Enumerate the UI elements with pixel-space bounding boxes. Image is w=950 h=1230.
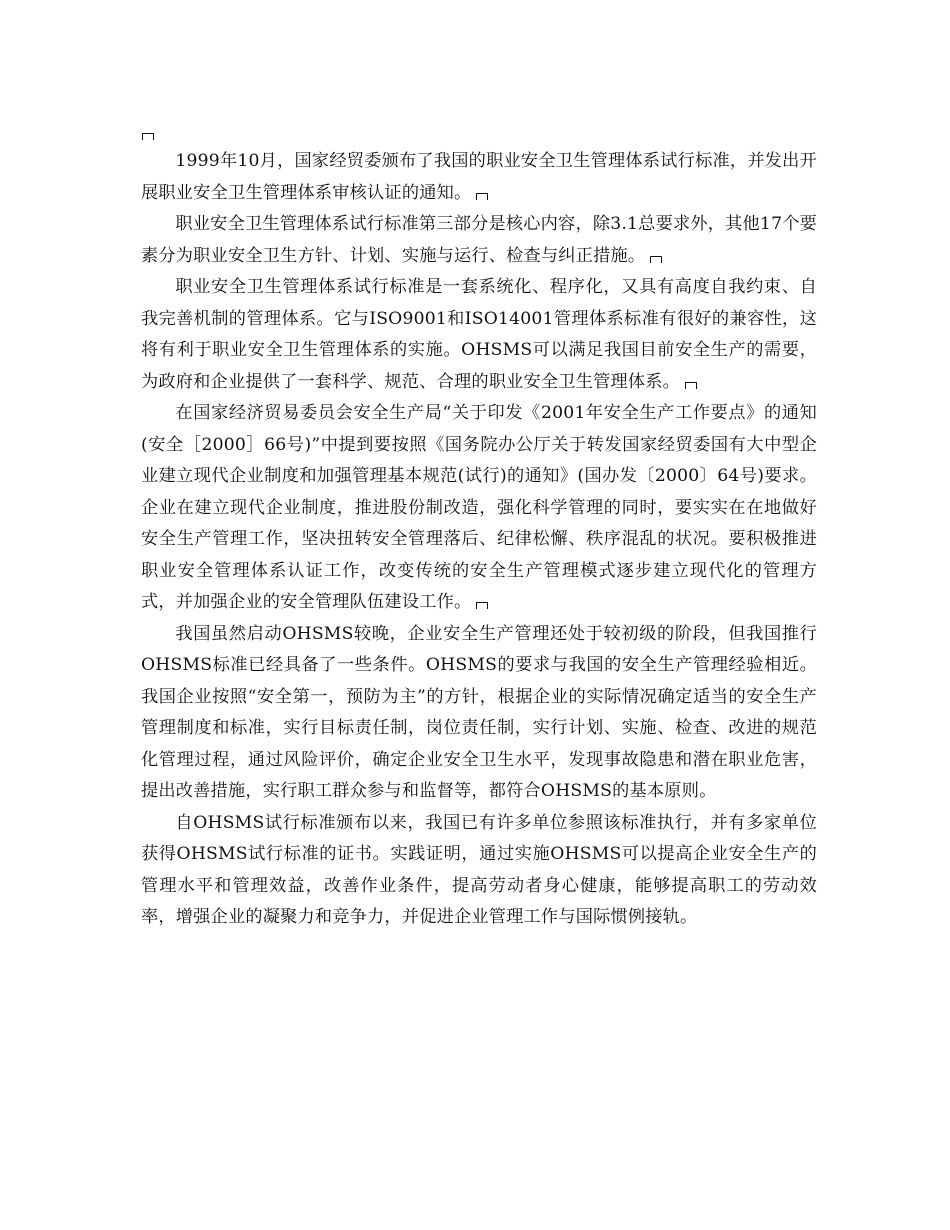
paragraph-mark-icon [649, 255, 663, 263]
paragraph-mark-icon [475, 601, 489, 609]
paragraph-mark-icon [475, 192, 489, 200]
paragraph-mark-icon [684, 381, 698, 389]
paragraph-5 [141, 619, 817, 808]
paragraph-3-text: 职业安全卫生管理体系试行标准是一套系统化、程序化，又具有高度自我约束、自我完善机制的管理体系。它与ISO9001和ISO14001管理体系标准有很好的兼容性，这将有利于职业安全卫生管理体系的实施。OHSMS可以满足我国目前安全生产的需要，为政府和企业提供了一套科学、规范、合理的职业安全卫生管理体系。 [141, 277, 817, 392]
paragraph-mark-icon [141, 132, 155, 140]
paragraph-1 [141, 146, 817, 209]
paragraph-3 [141, 272, 817, 398]
paragraph-6 [141, 808, 817, 934]
paragraph-2-text: 职业安全卫生管理体系试行标准第三部分是核心内容，除3.1总要求外，其他17个要素分为职业安全卫生方针、计划、实施与运行、检查与纠正措施。 [141, 214, 817, 266]
paragraph-4 [141, 398, 817, 619]
paragraph-2 [141, 209, 817, 272]
paragraph-4-text: 在国家经济贸易委员会安全生产局“关于印发《2001年安全生产工作要点》的通知(安全［2000］66号)”中提到要按照《国务院办公厅关于转发国家经贸委国有大中型企业建立现代企业制度和加强管理基本规范(试行)的通知》(国办发〔2000〕64号)要求。企业在建立现代企业制度，推进股份制改造，强化科学管理的同时，要实实在在地做好安全生产管理工作，坚决扭转安全管理落后、纪律松懈、秩序混乱的状况。要积极推进职业安全管理体系认证工作，改变传统的安全生产管理模式逐步建立现代化的管理方式，并加强企业的安全管理队伍建设工作。 [141, 403, 817, 612]
paragraph-5-text: 我国虽然启动OHSMS较晚，企业安全生产管理还处于较初级的阶段，但我国推行OHSMS标准已经具备了一些条件。OHSMS的要求与我国的安全生产管理经验相近。我国企业按照“安全第一，预防为主”的方针，根据企业的实际情况确定适当的安全生产管理制度和标准，实行目标责任制，岗位责任制，实行计划、实施、检查、改进的规范化管理过程，通过风险评价，确定企业安全卫生水平，发现事故隐患和潜在职业危害，提出改善措施，实行职工群众参与和监督等，都符合OHSMS的基本原则。 [141, 623, 817, 801]
document-page [141, 124, 817, 934]
leading-paragraph-mark [141, 124, 817, 146]
paragraph-1-text: 1999年10月，国家经贸委颁布了我国的职业安全卫生管理体系试行标准，并发出开展职业安全卫生管理体系审核认证的通知。 [141, 151, 817, 203]
paragraph-6-text: 自OHSMS试行标准颁布以来，我国已有许多单位参照该标准执行，并有多家单位获得OHSMS试行标准的证书。实践证明，通过实施OHSMS可以提高企业安全生产的管理水平和管理效益，改善作业条件，提高劳动者身心健康，能够提高职工的劳动效率，增强企业的凝聚力和竞争力，并促进企业管理工作与国际惯例接轨。 [141, 812, 817, 927]
